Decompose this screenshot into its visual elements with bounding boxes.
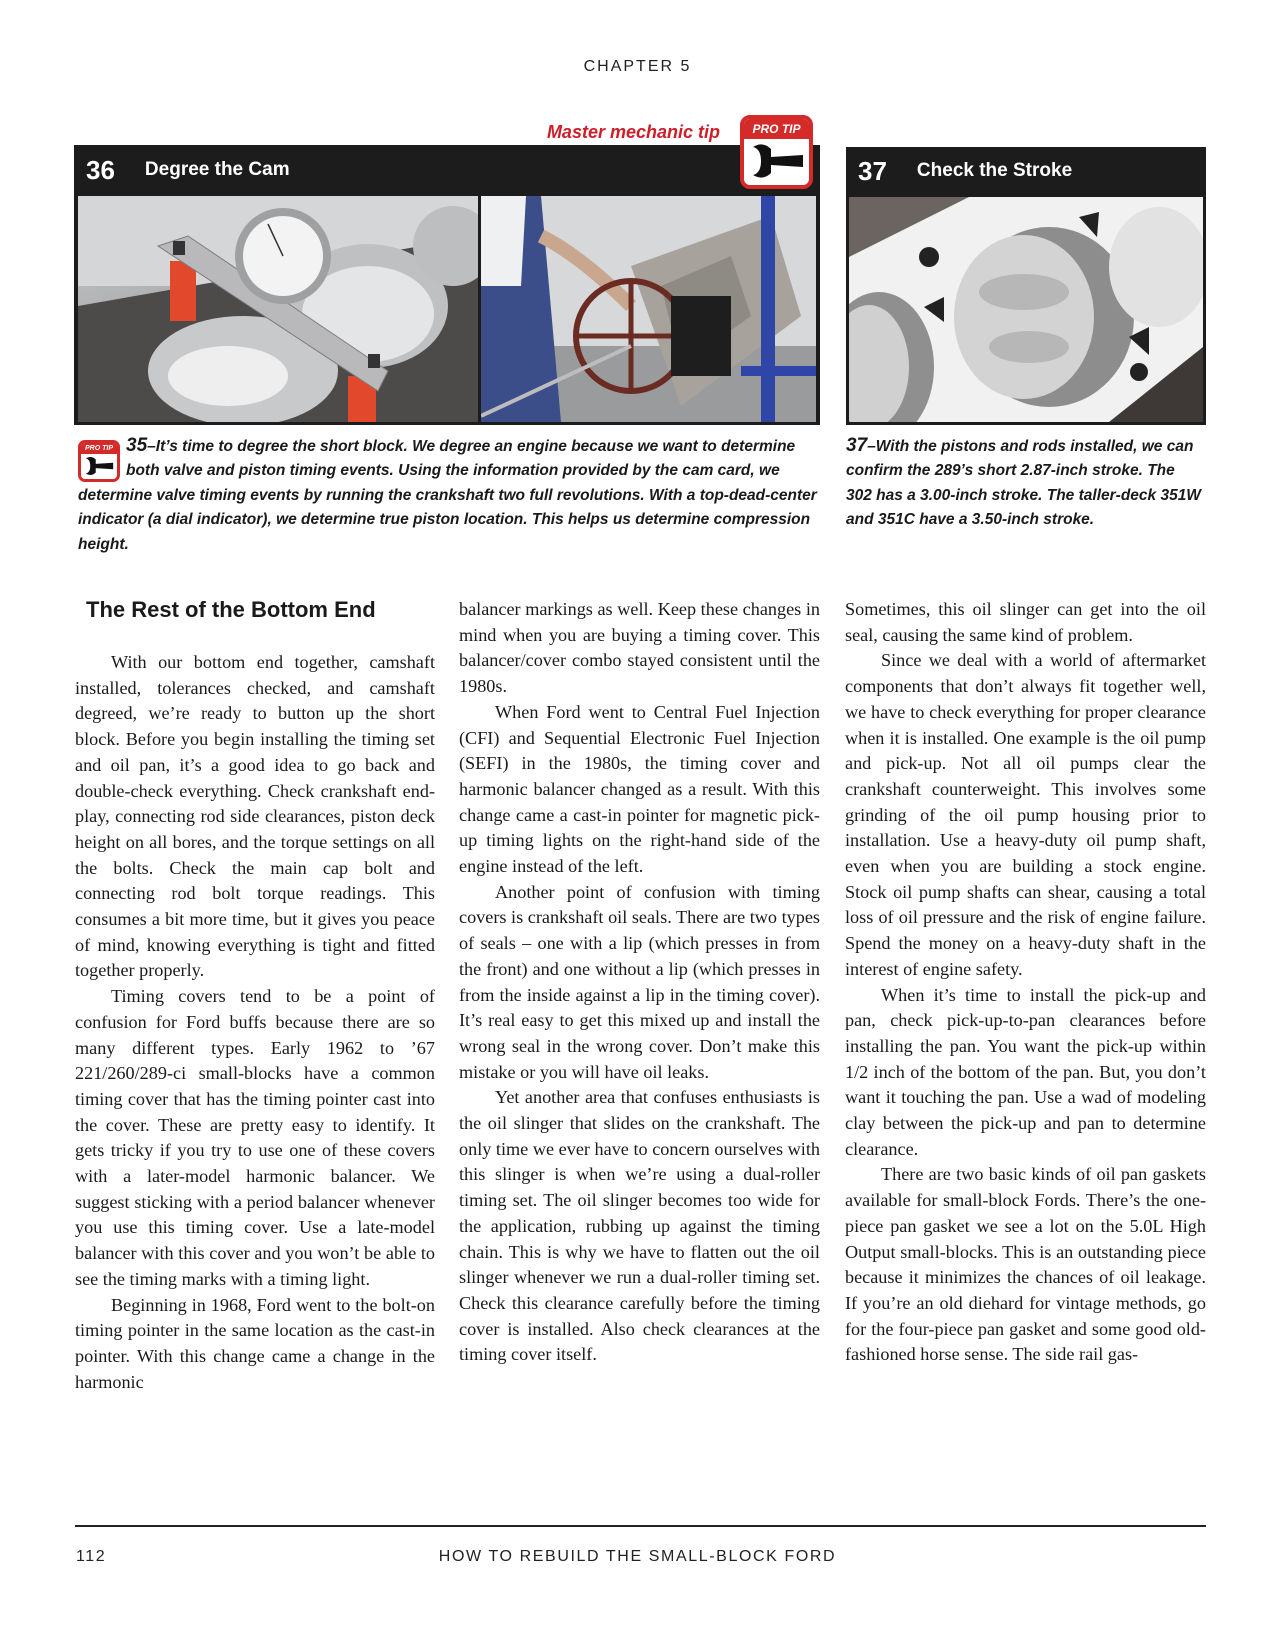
caption-35 <box>78 434 818 557</box>
step-number: 37 <box>858 155 887 186</box>
engine-degree-wheel-photo <box>481 196 816 422</box>
body-column-1 <box>75 650 435 1395</box>
book-title: HOW TO REBUILD THE SMALL-BLOCK FORD <box>438 1548 837 1565</box>
caption-37 <box>846 434 1201 533</box>
paragraph: With our bottom end together, camshaft installed, tolerances checked, and camshaft degreed, we’re ready to button up the short block. Before you begin installing the timing set and oil pan, it’s a good idea to go back and double-check everything. Check crankshaft end-play, connecting rod side clearances, piston deck height on all bores, and the torque settings on all the bolts. Check the main cap bolt and connecting rod bolt torque readings. This consumes a bit more time, but it gives you peace of mind, knowing everything is tight and fitted together properly. <box>75 652 435 981</box>
paragraph: Yet another area that confuses enthusiasts is the oil slinger that slides on the crankshaft. The only time we ever have to concern ourselves with this slinger is when we’re using a dual-roller timing set. The oil slinger becomes too wide for the application, rubbing up against the timing chain. This is why we have to flatten out the oil slinger whenever we run a dual-roller timing set. Check this clearance carefully before the timing cover is installed. Also check clearances at the timing cover itself. <box>459 1087 820 1365</box>
paragraph: Sometimes, this oil slinger can get into the oil seal, causing the same kind of problem. <box>845 599 1206 645</box>
paragraph: Beginning in 1968, Ford went to the bolt-on timing pointer in the same location as the cast-in pointer. With this change came a change in the harmonic <box>75 1294 435 1392</box>
step-title: Degree the Cam <box>144 159 290 180</box>
caption-number: 37 <box>846 435 868 456</box>
step-number: 36 <box>86 154 115 185</box>
dial-indicator-on-block-photo <box>78 196 478 422</box>
master-mechanic-tip-label: Master mechanic tip <box>546 122 720 142</box>
caption-number: 35 <box>126 435 148 456</box>
paragraph: balancer markings as well. Keep these changes in mind when you are buying a timing cover. This balancer/cover combo stayed consistent until the 1980s. <box>459 599 820 697</box>
body-column-2 <box>459 597 820 1368</box>
paragraph: Since we deal with a world of aftermarket components that don’t always fit together well, we have to check everything for proper clearance when it is installed. One example is the oil pump and pick-up. Not all oil pumps clear the crankshaft counterweight. This involves some grinding of the oil pump housing prior to installation. Use a heavy-duty oil pump shaft, even when you are building a stock engine. Stock oil pump shafts can shear, causing a total loss of oil pressure and the risk of engine failure. Spend the money on a heavy-duty shaft in the interest of engine safety. <box>845 650 1206 979</box>
section-heading: The Rest of the Bottom End <box>86 597 376 622</box>
caption-dash: – <box>147 438 156 455</box>
page-number: 112 <box>76 1548 107 1565</box>
paragraph: Timing covers tend to be a point of confusion for Ford buffs because there are so many different types. Early 1962 to ’67 221/260/289-ci small-blocks have a common timing cover that has the timing pointer cast into the cover. These are pretty easy to identify. It gets tricky if you try to use one of these covers with a later-model harmonic balancer. We suggest sticking with a period balancer whenever you use this timing cover. Use a late-model balancer with this cover and you won’t be able to see the timing marks with a timing light. <box>75 986 435 1289</box>
caption-text: With the pistons and rods installed, we can confirm the 289’s short 2.87-inch stroke. The 302 has a 3.00-inch stroke. The taller-deck 351W and 351C have a 3.50-inch stroke. <box>846 438 1201 529</box>
pro-tip-badge-label: PRO TIP <box>81 443 117 454</box>
caption-text: It’s time to degree the short block. We degree an engine because we want to determine both valve and piston timing events. Using the information provided by the cam card, we determine valve timing events by running the crankshaft two full revolutions. With a top-dead-center indicator (a dial indicator), we determine true piston location. This helps us determine compression height. <box>78 438 817 553</box>
paragraph: There are two basic kinds of oil pan gaskets available for small-block Fords. There’s the one-piece pan gasket we see a lot on the 5.0L High Output small-blocks. This is an outstanding piece because it minimizes the chances of oil leakage. If you’re an old diehard for vintage methods, go for the four-piece pan gasket and some good old-fashioned horse sense. The side rail gas- <box>845 1164 1206 1365</box>
step-36-header <box>74 145 820 195</box>
paragraph: When Ford went to Central Fuel Injection (CFI) and Sequential Electronic Fuel Injection (SEFI) in the 1980s, the timing cover and harmonic balancer changed as a result. With this change came a cast-in pointer for magnetic pick-up timing lights on the right-hand side of the engine instead of the left. <box>459 701 820 877</box>
body-column-3 <box>845 597 1206 1368</box>
pro-tip-badge-label: PRO TIP <box>744 119 809 139</box>
step-37-header <box>846 147 1206 195</box>
pro-tip-badge <box>740 115 813 189</box>
chapter-header: CHAPTER 5 <box>583 58 692 75</box>
paragraph: When it’s time to install the pick-up and pan, check pick-up-to-pan clearances before installing the pan. You want the pick-up within 1/2 inch of the bottom of the pan. But, you don’t want it touching the pan. Use a wad of modeling clay between the pick-up and pan to determine clearance. <box>845 984 1206 1159</box>
paragraph: Another point of confusion with timing covers is crankshaft oil seals. There are two types of seals – one with a lip (which presses in from the front) and one without a lip (which presses in from the inside against a lip in the timing cover). It’s real easy to get this mixed up and install the wrong seal in the wrong cover. Don’t make this mistake or you will have oil leaks. <box>459 881 820 1082</box>
wrench-icon <box>747 139 807 183</box>
footer-rule <box>75 1525 1206 1527</box>
pistons-in-bores-photo <box>849 197 1203 422</box>
step-title: Check the Stroke <box>916 160 1073 181</box>
caption-dash: – <box>867 438 876 455</box>
